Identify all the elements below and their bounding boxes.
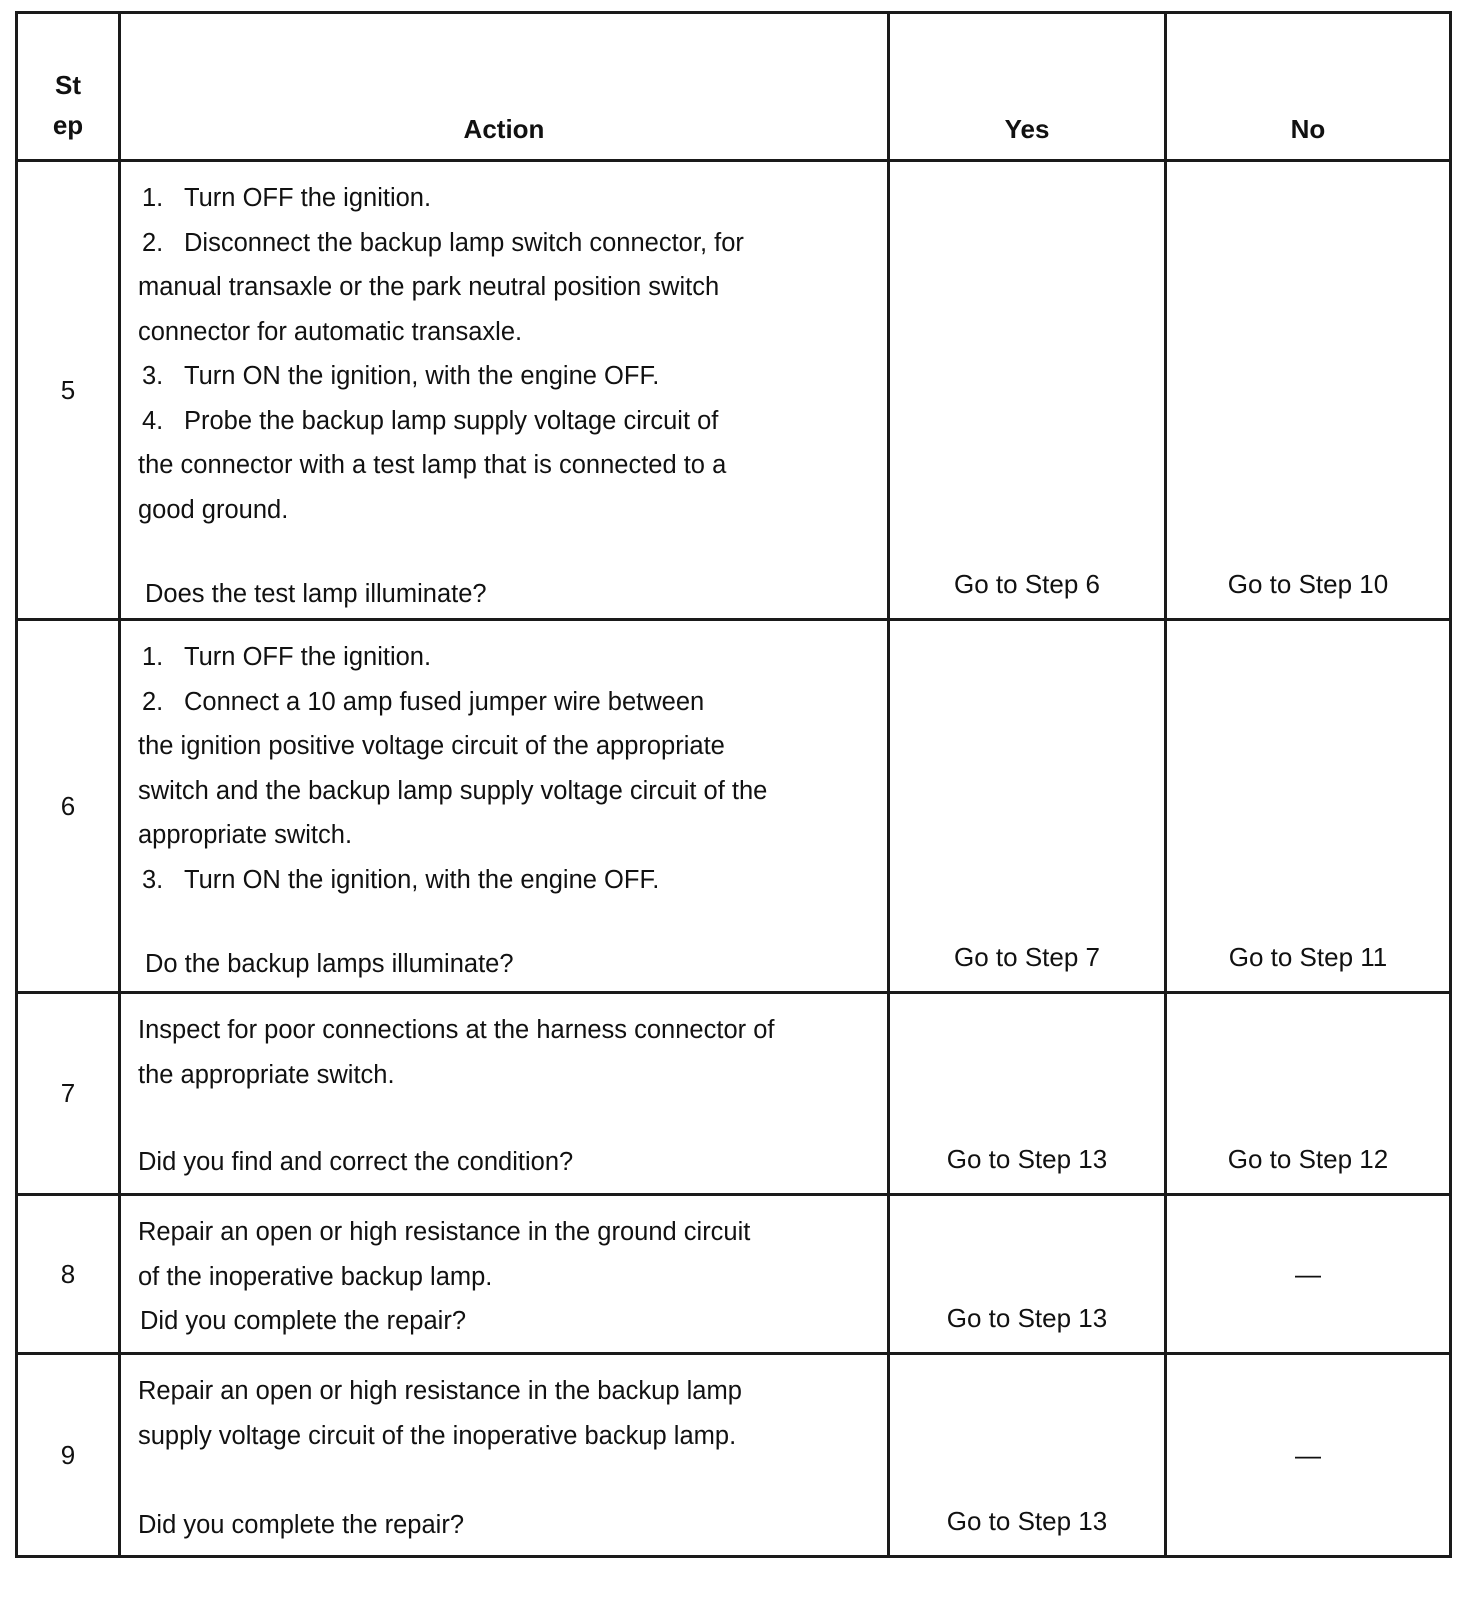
step-item-text: the connector with a test lamp that is connected to a bbox=[138, 451, 727, 479]
table-row bbox=[17, 993, 1451, 1195]
step-number: 6 bbox=[17, 620, 120, 993]
action-cell bbox=[120, 1354, 889, 1557]
step-item-text: supply voltage circuit of the inoperative backup lamp. bbox=[138, 1421, 737, 1450]
yes-result: Go to Step 13 bbox=[889, 1354, 1166, 1557]
action-cell bbox=[120, 620, 889, 993]
header-row bbox=[17, 13, 1451, 161]
action-step-line bbox=[138, 1255, 847, 1300]
step-number: 8 bbox=[17, 1195, 120, 1354]
header-step: Step bbox=[17, 13, 120, 161]
action-step-line bbox=[138, 176, 847, 221]
action-step-line bbox=[138, 680, 847, 725]
step-item-text: connector for automatic transaxle. bbox=[138, 317, 523, 346]
action-cell bbox=[120, 993, 889, 1195]
step-item-text: Repair an open or high resistance in the ground circuit bbox=[138, 1218, 751, 1246]
step-item-text: Inspect for poor connections at the harness connector of bbox=[138, 1016, 775, 1044]
action-step-line bbox=[138, 813, 847, 858]
action-step-line bbox=[138, 1369, 847, 1414]
step-item-number: 2. bbox=[142, 687, 164, 716]
header-yes: Yes bbox=[889, 13, 1166, 161]
step-item-text: Turn ON the ignition, with the engine OFF. bbox=[184, 362, 660, 390]
step-number: 5 bbox=[17, 161, 120, 620]
step-number: 7 bbox=[17, 993, 120, 1195]
action-step-line bbox=[138, 399, 847, 444]
step-item-number: 3. bbox=[142, 362, 164, 390]
step-item-text: manual transaxle or the park neutral position switch bbox=[138, 273, 720, 301]
step-item-text: Repair an open or high resistance in the backup lamp bbox=[138, 1377, 742, 1405]
step-item-text: appropriate switch. bbox=[138, 821, 353, 849]
action-step-line bbox=[138, 724, 847, 769]
header-no: No bbox=[1166, 13, 1451, 161]
action-cell bbox=[120, 1195, 889, 1354]
step-item-text: Turn OFF the ignition. bbox=[184, 643, 432, 671]
no-result: Go to Step 10 bbox=[1166, 161, 1451, 620]
action-step-line bbox=[138, 443, 847, 488]
action-question: Does the test lamp illuminate? bbox=[145, 580, 487, 608]
no-result: — bbox=[1166, 1195, 1451, 1354]
no-result: — bbox=[1166, 1354, 1451, 1557]
action-step-line bbox=[138, 769, 847, 814]
step-item-text: Connect a 10 amp fused jumper wire between bbox=[184, 687, 705, 716]
step-item-number: 4. bbox=[142, 406, 164, 435]
yes-result: Go to Step 13 bbox=[889, 993, 1166, 1195]
action-step-line bbox=[138, 354, 847, 399]
step-item-text: switch and the backup lamp supply voltage circuit of the bbox=[138, 776, 768, 805]
yes-result: Go to Step 6 bbox=[889, 161, 1166, 620]
action-step-line bbox=[138, 1414, 847, 1459]
step-item-text: good ground. bbox=[138, 495, 289, 524]
action-step-line bbox=[138, 265, 847, 310]
diagnostic-table bbox=[15, 11, 1452, 1558]
step-item-text: the appropriate switch. bbox=[138, 1060, 395, 1089]
action-question: Did you complete the repair? bbox=[138, 1511, 465, 1539]
header-action: Action bbox=[120, 13, 889, 161]
table-row bbox=[17, 161, 1451, 620]
action-question: Did you find and correct the condition? bbox=[138, 1148, 574, 1176]
step-item-text: of the inoperative backup lamp. bbox=[138, 1262, 493, 1291]
action-step-line bbox=[138, 1053, 847, 1098]
yes-result: Go to Step 13 bbox=[889, 1195, 1166, 1354]
step-item-number: 1. bbox=[142, 184, 164, 212]
action-question: Did you complete the repair? bbox=[140, 1307, 467, 1335]
action-step-line bbox=[138, 635, 847, 680]
action-question: Do the backup lamps illuminate? bbox=[145, 950, 514, 978]
step-item-text: Probe the backup lamp supply voltage circuit of bbox=[184, 406, 719, 435]
step-item-number: 3. bbox=[142, 865, 164, 894]
step-item-text: Disconnect the backup lamp switch connector, for bbox=[184, 228, 744, 257]
yes-result: Go to Step 7 bbox=[889, 620, 1166, 993]
action-step-line bbox=[138, 1210, 847, 1255]
action-cell bbox=[120, 161, 889, 620]
no-result: Go to Step 11 bbox=[1166, 620, 1451, 993]
action-step-line bbox=[138, 1008, 847, 1053]
step-item-text: Turn OFF the ignition. bbox=[184, 184, 432, 212]
no-result: Go to Step 12 bbox=[1166, 993, 1451, 1195]
table-row bbox=[17, 620, 1451, 993]
table-row bbox=[17, 1354, 1451, 1557]
table-row bbox=[17, 1195, 1451, 1354]
action-step-line bbox=[138, 221, 847, 266]
step-item-text: Turn ON the ignition, with the engine OFF. bbox=[184, 865, 660, 894]
step-item-number: 2. bbox=[142, 228, 164, 257]
step-item-number: 1. bbox=[142, 643, 164, 671]
step-number: 9 bbox=[17, 1354, 120, 1557]
step-item-text: the ignition positive voltage circuit of the appropriate bbox=[138, 732, 725, 760]
action-step-line bbox=[138, 858, 847, 903]
action-step-line bbox=[138, 310, 847, 355]
action-step-line bbox=[138, 488, 847, 533]
